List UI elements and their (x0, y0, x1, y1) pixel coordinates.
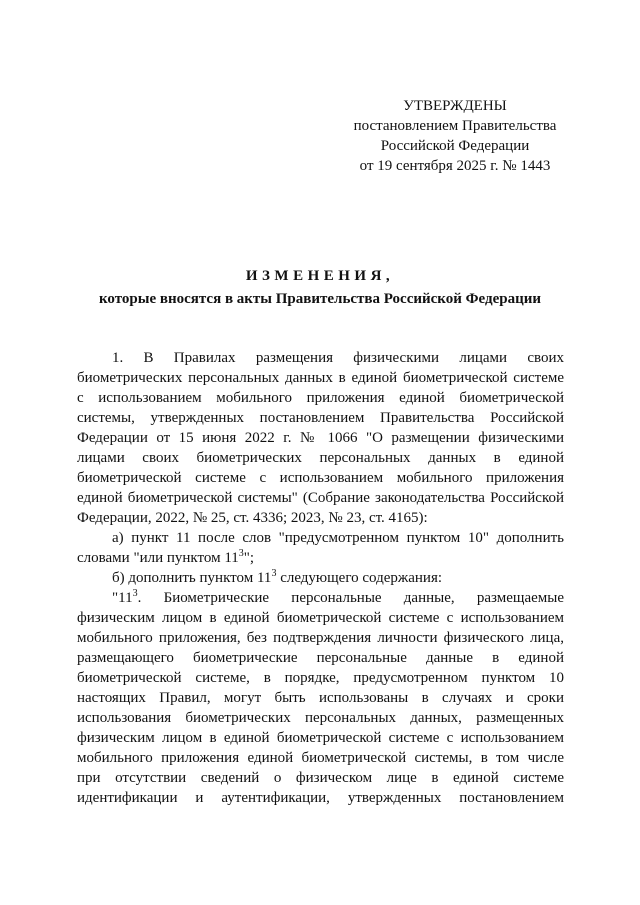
approval-line-1: постановлением Правительства (353, 118, 557, 134)
body-line: лицами своих биометрических персональных данных в единой (77, 450, 564, 466)
quote-line: физическим лицом в единой биометрической системе с использованием (77, 730, 564, 746)
body-line: Федерации, 2022, № 25, ст. 4336; 2023, № 23, ст. 4165): (77, 510, 428, 526)
quote-line: использования биометрических персональных данных, размещенных (77, 710, 564, 726)
approval-block (340, 96, 570, 176)
body-line: биометрической системе с использованием мобильного приложения (77, 470, 564, 486)
body-line: 1. В Правилах размещения физическими лицами своих (112, 350, 564, 366)
body-line: Федерации от 15 июня 2022 г. № 1066 "О размещении физическими (77, 430, 564, 446)
quote-line: идентификации и аутентификации, утвержденных постановлением (77, 790, 564, 806)
body-line: единой биометрической системы" (Собрание законодательства Российской (77, 490, 564, 506)
quote-line: размещающего биометрические персональные данные в единой (77, 650, 564, 666)
approval-heading: УТВЕРЖДЕНЫ (403, 98, 507, 114)
approval-line-2: Российской Федерации (380, 138, 530, 154)
document-subtitle: которые вносятся в акты Правительства Российской Федерации (98, 291, 542, 307)
body-line: биометрических персональных данных в единой биометрической системе (77, 370, 564, 386)
item-a-line: словами "или пунктом $11^3$"; (77, 548, 255, 566)
body-line: с использованием мобильного приложения единой биометрической (77, 390, 564, 406)
quote-line: биометрической системе, в порядке, предусмотренном пунктом 10 (77, 670, 564, 686)
quote-line: мобильного приложения, без подтверждения личности физического лица, (77, 630, 564, 646)
quote-line: при отсутствии сведений о физическом лице в единой системе (77, 770, 564, 786)
item-b-line: б) дополнить пунктом $11^3$ следующего содержания: (112, 568, 443, 586)
item-a-line: а) пункт 11 после слов "предусмотренном пунктом 10" дополнить (112, 530, 564, 546)
document-title: ИЗМЕНЕНИЯ, (245, 268, 395, 284)
approval-line-3: от 19 сентября 2025 г. № 1443 (359, 158, 551, 174)
quote-line: физическим лицом в единой биометрической системе с использованием (77, 610, 564, 626)
quote-line: настоящих Правил, могут быть использованы в случаях и сроки (77, 690, 564, 706)
quote-line: "$11^3$. Биометрические персональные данные, размещаемые (112, 588, 564, 606)
body-line: системы, утвержденных постановлением Правительства Российской (77, 410, 564, 426)
document-body (77, 348, 564, 808)
quote-line: мобильного приложения единой биометрической системы, в том числе (77, 750, 564, 766)
